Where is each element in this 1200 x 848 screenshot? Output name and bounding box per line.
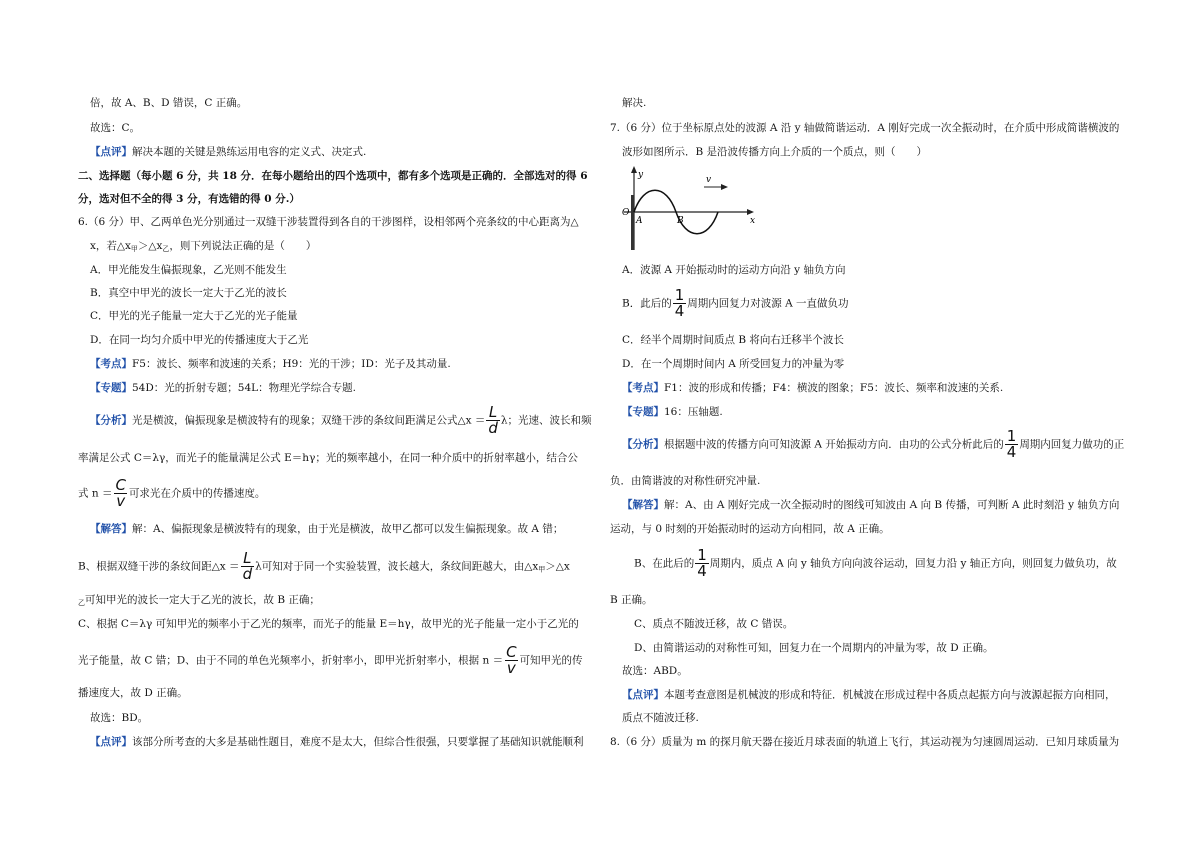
label-v: v (706, 175, 712, 185)
label-origin: O (622, 208, 630, 218)
answer-line: 播速度大，故 D 正确。 (78, 687, 188, 699)
answer-line (78, 551, 570, 585)
option-c: C．经半个周期时间质点 B 将向右迁移半个波长 (622, 334, 844, 346)
comment-tag: 【点评】 (90, 736, 132, 748)
answer-text: B、在此后的 (634, 557, 695, 570)
analysis-text: 光是横波，偏振现象是横波特有的现象；双缝干涉的条纹间距满足公式△x ＝ (132, 414, 486, 427)
fraction-c-over-v (113, 478, 127, 509)
source-wall (631, 195, 634, 250)
numerator: 1 (1006, 427, 1017, 445)
section-heading-cont: 分，选对但不全的得 3 分，有选错的得 0 分.） (78, 193, 300, 205)
answer-text: 解：A、由 A 刚好完成一次全振动时的图线可知波由 A 向 B 传播，可判断 A 此时刻沿 y 轴负方向 (664, 499, 1120, 511)
numerator: C (506, 643, 517, 661)
denominator: d (488, 419, 498, 437)
comment-tag: 【点评】 (622, 689, 664, 701)
final-answer: 故选：ABD。 (622, 665, 688, 677)
subscript: 乙 (78, 599, 85, 607)
comment-text: 本题考查意图是机械波的形成和特征．机械波在形成过程中各质点起振方向与波源起振方向相同， (664, 689, 1116, 701)
fraction-one-quarter (1005, 429, 1019, 460)
analysis-line (78, 478, 265, 509)
option-text: B．此后的 (622, 297, 672, 310)
option-a: A．波源 A 开始振动时的运动方向沿 y 轴负方向 (622, 264, 846, 276)
option-a: A．甲光能发生偏振现象，乙光则不能发生 (90, 264, 287, 276)
answer-tag: 【解答】 (90, 523, 132, 535)
topic-line (90, 381, 356, 395)
comment-tag: 【点评】 (90, 146, 132, 158)
answer-text: ＞△x (545, 560, 570, 573)
answer-line: C、根据 C＝λγ 可知甲光的频率小于乙光的频率，而光子的能量 E＝hγ，故甲光的光子能量一定小于乙光的 (78, 618, 579, 630)
stem-part: x，若△x (90, 240, 131, 252)
comment-text: 该部分所考查的大多是基础性题目，难度不是太大，但综合性很强，只要掌握了基础知识就能顺利 (132, 736, 584, 748)
option-d: D．在一个周期时间内 A 所受回复力的冲量为零 (622, 358, 845, 370)
denominator: 4 (1006, 443, 1017, 461)
stem-part: ，则下列说法正确的是（ ） (169, 240, 317, 252)
answer-text: 光子能量，故 C 错；D、由于不同的单色光频率小，折射率小，即甲光折射率小，根据 n ＝ (78, 654, 504, 667)
analysis-line: 率满足公式 C＝λγ，而光子的能量满足公式 E＝hγ；光的频率越小，在同一种介质中的折射率越小，结合公 (78, 452, 578, 464)
analysis-line: 负．由简谐波的对称性研究冲量. (610, 475, 761, 487)
section-heading: 二、选择题（每小题 6 分，共 18 分．在每小题给出的四个选项中，都有多个选项是正确的．全部选对的得 6 (78, 170, 588, 182)
answer-text: 周期内，质点 A 向 y 轴负方向向波谷运动，回复力沿 y 轴正方向，则回复力做负功，故 (709, 557, 1117, 570)
knowledge-tag: 【考点】 (90, 358, 132, 370)
text-line: 倍，故 A、B、D 错误，C 正确。 (90, 97, 248, 109)
question-7-stem-cont: 波形如图所示．B 是沿波传播方向上介质的一个质点，则（ ） (622, 146, 928, 158)
analysis-text: 可求光在介质中的传播速度。 (128, 487, 266, 500)
fraction-one-quarter (695, 548, 709, 579)
option-d: D．在同一均匀介质中甲光的传播速度大于乙光 (90, 334, 309, 346)
answer-text: 解：A、偏振现象是横波特有的现象，由于光是横波，故甲乙都可以发生偏振现象。故 A 错； (132, 523, 564, 535)
knowledge-point (622, 381, 1003, 395)
analysis-text: 周期内回复力做功的正 (1019, 438, 1125, 451)
numerator: 1 (697, 546, 707, 564)
comment-line (622, 688, 1116, 702)
knowledge-text: F5：波长、频率和波速的关系；H9：光的干涉；ID：光子及其动量. (132, 358, 451, 370)
answer-line (78, 645, 583, 676)
label-x: x (750, 216, 756, 226)
option-text: 周期内回复力对波源 A 一直做负功 (687, 297, 849, 310)
answer-text: 可知甲光的传 (519, 654, 583, 667)
topic-text: 54D：光的折射专题；54L：物理光学综合专题. (132, 382, 356, 394)
numerator: 1 (674, 286, 685, 304)
label-y: y (638, 170, 644, 180)
fraction-l-over-d (241, 551, 255, 582)
answer-line: 运动，与 0 时刻的开始振动时的运动方向相同，故 A 正确。 (610, 523, 890, 535)
answer-text: λ可知对于同一个实验装置，波长越大，条纹间距越大，由△x (255, 560, 539, 573)
denominator: 4 (697, 562, 707, 580)
label-b: B (677, 216, 684, 226)
denominator: d (242, 565, 253, 583)
analysis-line (622, 429, 1124, 460)
topic-text: 16：压轴题. (664, 406, 723, 418)
numerator: L (243, 549, 252, 567)
option-c: C．甲光的光子能量一定大于乙光的光子能量 (90, 310, 298, 322)
label-a: A (636, 216, 643, 226)
fraction-l-over-d (486, 405, 500, 436)
subscript: 乙 (162, 245, 170, 253)
subscript: 甲 (538, 565, 546, 574)
velocity-arrowhead (721, 184, 728, 190)
text-line: 解决. (622, 97, 647, 109)
fraction-c-over-v (504, 645, 518, 676)
final-answer: 故选：BD。 (90, 712, 149, 724)
stem-part: ＞△x (137, 240, 163, 252)
analysis-text: 式 n ＝ (78, 487, 113, 500)
numerator: L (488, 403, 498, 421)
topic-tag: 【专题】 (622, 406, 664, 418)
answer-line: B 正确。 (610, 594, 653, 606)
analysis-text: 根据题中波的传播方向可知波源 A 开始振动方向．由功的公式分析此后的 (664, 438, 1004, 451)
denominator: v (116, 492, 126, 510)
knowledge-text: F1：波的形成和传播；F4：横波的图象；F5：波长、频率和波速的关系. (664, 382, 1004, 394)
topic-line (622, 405, 723, 419)
comment-text: 解决本题的关键是熟练运用电容的定义式、决定式. (132, 146, 367, 158)
comment-line (90, 735, 584, 749)
knowledge-point (90, 357, 451, 371)
analysis-text: λ；光速、波长和频 (500, 414, 592, 427)
subscript: 甲 (130, 245, 138, 253)
answer-line (634, 548, 1117, 579)
y-axis-arrow (631, 166, 637, 173)
answer-tag: 【解答】 (622, 499, 664, 511)
answer-line: D、由简谐运动的对称性可知，回复力在一个周期内的冲量为零，故 D 正确。 (634, 642, 994, 654)
option-b: B．真空中甲光的波长一定大于乙光的波长 (90, 287, 287, 299)
question-6-stem: 6.（6 分）甲、乙两单色光分别通过一双缝干涉装置得到各自的干涉图样，设相邻两个亮条纹的中心距离为△ (78, 216, 579, 228)
analysis-tag: 【分析】 (90, 414, 132, 427)
comment-line-cont: 质点不随波迁移. (622, 712, 699, 724)
question-8-stem: 8.（6 分）质量为 m 的探月航天器在接近月球表面的轨道上飞行，其运动视为匀速圆周运动．已知月球质量为 (610, 736, 1120, 748)
analysis-line (90, 405, 592, 436)
denominator: v (506, 659, 516, 677)
comment-line (90, 145, 366, 159)
denominator: 4 (674, 302, 685, 320)
fraction-one-quarter (673, 288, 687, 319)
answer-text: B、根据双缝干涉的条纹间距△x ＝ (78, 560, 240, 573)
wave-diagram (620, 165, 760, 255)
x-axis-arrow (747, 209, 754, 215)
answer-line (90, 522, 563, 536)
numerator: C (115, 476, 126, 494)
question-6-stem-cont (90, 239, 316, 256)
analysis-tag: 【分析】 (622, 438, 664, 451)
option-b (622, 288, 849, 319)
answer-line (78, 593, 320, 610)
answer-line (622, 498, 1119, 512)
answer-text: 可知甲光的波长一定大于乙光的波长，故 B 正确； (85, 594, 320, 606)
text-line: 故选：C。 (90, 122, 141, 134)
knowledge-tag: 【考点】 (622, 382, 664, 394)
question-7-stem: 7.（6 分）位于坐标原点处的波源 A 沿 y 轴做简谐运动．A 刚好完成一次全振动时，在介质中形成简谐横波的 (610, 122, 1120, 134)
answer-line: C、质点不随波迁移，故 C 错误。 (634, 618, 794, 630)
topic-tag: 【专题】 (90, 382, 132, 394)
